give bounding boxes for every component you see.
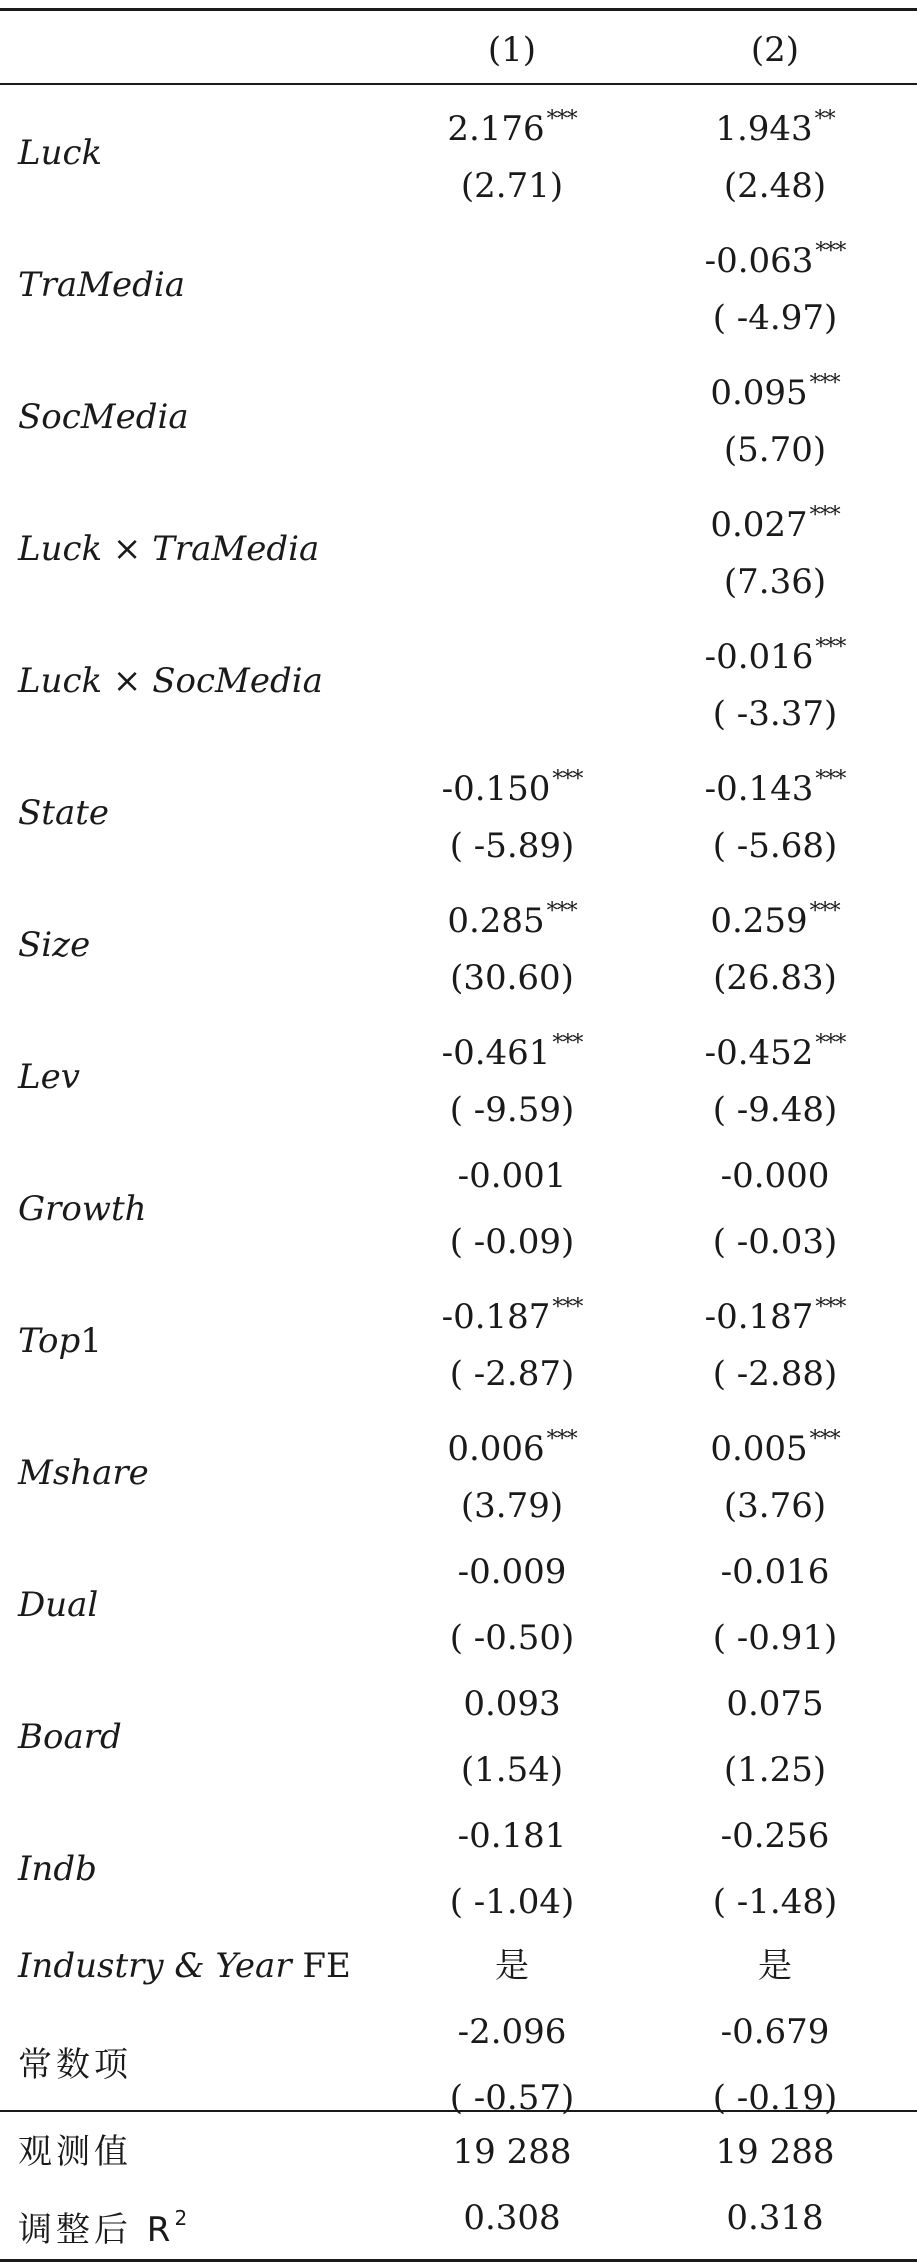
coef-col2-significance-stars: *** [809,899,840,924]
fe-col2: 是 [758,1946,792,1986]
coef-col2-significance-stars: *** [815,1031,846,1056]
coef-col2-value: -0.143 [704,769,814,809]
r2-label-text: 调整后 R [18,2210,175,2250]
top-rule [0,8,917,11]
row-label [18,1717,122,1757]
fe-row-label [18,1946,351,1986]
coef-col1-significance-stars: *** [552,767,583,792]
row-label [18,1321,102,1361]
coef-col1 [447,1420,576,1469]
coef-col2-value: -0.063 [704,241,814,281]
fe-label-suffix: FE [291,1946,351,1986]
coef-col2-significance-stars: *** [809,1427,840,1452]
coef-col1-significance-stars: *** [546,1427,577,1452]
coef-col1-value: -0.461 [441,1033,551,1073]
coef-col2-value: -0.000 [720,1156,830,1196]
t-stat-col1: (2.71) [460,166,564,206]
t-stat-col2: ( -4.97) [712,298,838,338]
t-stat-col2: (7.36) [723,562,827,602]
coef-col2 [710,1420,839,1469]
coef-col1 [447,100,576,149]
coef-col2-value: -0.016 [720,1552,830,1592]
coef-col2-value: 0.095 [710,373,808,413]
row-label [18,133,102,173]
coef-col2-value: -0.452 [704,1033,814,1073]
row-label [18,397,189,437]
t-stat-col2: (5.70) [723,430,827,470]
row-label-text: Growth [18,1189,147,1229]
coef-col1 [442,1288,583,1337]
header-col2: (2) [750,30,800,70]
coef-col1-value: -0.150 [441,769,551,809]
coef-col2 [726,1684,823,1724]
row-label-text: Luck × TraMedia [18,529,320,569]
row-label [18,1585,98,1625]
coef-col2 [721,1816,830,1856]
coef-col1-value: 0.285 [447,901,545,941]
t-stat-col1: ( -0.50) [449,1618,575,1658]
coef-col2 [705,1288,846,1337]
r2-col2: 0.318 [726,2198,824,2238]
coef-col1-value: 0.006 [447,1429,545,1469]
t-stat-col2: (1.25) [723,1750,827,1790]
coef-col2 [710,364,839,413]
coef-col1-value: -0.009 [457,1552,567,1592]
row-label-suffix: 1 [80,1321,102,1361]
coef-col1 [463,1684,560,1724]
coef-col1-value: -0.181 [457,1816,567,1856]
coef-col2-value: 0.259 [710,901,808,941]
row-label [18,793,109,833]
t-stat-col2: ( -0.91) [712,1618,838,1658]
coef-col2 [705,232,846,281]
row-label [18,1057,80,1097]
fe-col1: 是 [495,1946,529,1986]
coef-col2-value: 0.075 [726,1684,824,1724]
coef-col1 [458,1552,567,1592]
row-label-text: Luck [18,133,103,173]
row-label-text: Mshare [18,1453,149,1493]
row-label [18,1849,97,1889]
coef-col2 [705,1024,846,1073]
t-stat-col1: ( -1.04) [449,1882,575,1922]
coef-col1-significance-stars: *** [552,1295,583,1320]
coef-col1 [442,760,583,809]
header-col1: (1) [487,30,537,70]
coef-col2-significance-stars: *** [815,635,846,660]
t-stat-col2: ( -9.48) [712,1090,838,1130]
row-label-text: TraMedia [18,265,186,305]
coef-col2 [705,760,846,809]
coef-col2 [705,628,846,677]
row-label [18,661,323,701]
coef-col1 [458,1156,567,1196]
coef-col1 [458,1816,567,1856]
coef-col2-significance-stars: ** [814,107,835,132]
t-stat-col1: ( -5.89) [449,826,575,866]
coef-col1-significance-stars: *** [546,899,577,924]
coef-col2-significance-stars: *** [815,767,846,792]
coef-col2-significance-stars: *** [809,371,840,396]
coef-col1 [442,1024,583,1073]
row-label-text: SocMedia [18,397,189,437]
coef-col2-value: 0.005 [710,1429,808,1469]
coef-col2-value: -0.016 [704,637,814,677]
row-label-text: Top [18,1321,81,1361]
row-label-text: Dual [18,1585,99,1625]
t-stat-col1: (1.54) [460,1750,564,1790]
coef-col1-value: -0.187 [441,1297,551,1337]
coef-col1 [447,892,576,941]
t-stat-col2: ( -0.03) [712,1222,838,1262]
row-label [18,1189,147,1229]
row-label [18,1453,149,1493]
fe-label-text: Industry & Year [18,1946,292,1986]
t-stat-col2: (3.76) [723,1486,827,1526]
coef-col2 [721,1552,830,1592]
coef-col2-value: -0.256 [720,1816,830,1856]
row-label-text: Indb [18,1849,97,1889]
coef-col1-significance-stars: *** [546,107,577,132]
coef-col2 [710,496,839,545]
row-label-text: Board [18,1717,122,1757]
coef-col2 [715,100,834,149]
t-stat-col2: (26.83) [713,958,837,998]
t-stat-col2: (2.48) [723,166,827,206]
obs-col2: 19 288 [715,2132,835,2172]
bottom-rule [0,2259,917,2262]
t-stat-col1: ( -0.09) [449,1222,575,1262]
row-label-text: State [18,793,110,833]
coef-col1-value: -0.001 [457,1156,567,1196]
const-row-label: 常数项 [18,2045,132,2085]
t-stat-col1: ( -9.59) [449,1090,575,1130]
header-rule [0,83,917,85]
t-stat-col1: (30.60) [450,958,574,998]
obs-label: 观测值 [18,2132,132,2172]
row-label-text: Size [18,925,91,965]
coef-col2-significance-stars: *** [815,239,846,264]
t-stat-col2: ( -3.37) [712,694,838,734]
const-col1: -2.096 [457,2012,567,2052]
row-label-text: Lev [18,1057,80,1097]
coef-col2-significance-stars: *** [809,503,840,528]
coef-col2-value: -0.187 [704,1297,814,1337]
coef-col2-significance-stars: *** [815,1295,846,1320]
coef-col1-value: 0.093 [463,1684,561,1724]
t-stat-col2: ( -1.48) [712,1882,838,1922]
coef-col2-value: 0.027 [710,505,808,545]
r2-label [18,2198,191,2250]
coef-col2 [710,892,839,941]
coef-col2-value: 1.943 [715,109,813,149]
row-label [18,265,185,305]
const-t-col2: ( -0.19) [712,2078,838,2118]
t-stat-col1: (3.79) [460,1486,564,1526]
t-stat-col2: ( -2.88) [712,1354,838,1394]
coef-col1-value: 2.176 [447,109,545,149]
r2-superscript: 2 [174,2206,192,2230]
const-col2: -0.679 [720,2012,830,2052]
coef-col2 [721,1156,830,1196]
row-label [18,529,319,569]
t-stat-col1: ( -2.87) [449,1354,575,1394]
row-label-text: Luck × SocMedia [18,661,323,701]
r2-col1: 0.308 [463,2198,561,2238]
const-t-col1: ( -0.57) [449,2078,575,2118]
coef-col1-significance-stars: *** [552,1031,583,1056]
row-label [18,925,90,965]
t-stat-col2: ( -5.68) [712,826,838,866]
obs-col1: 19 288 [452,2132,572,2172]
